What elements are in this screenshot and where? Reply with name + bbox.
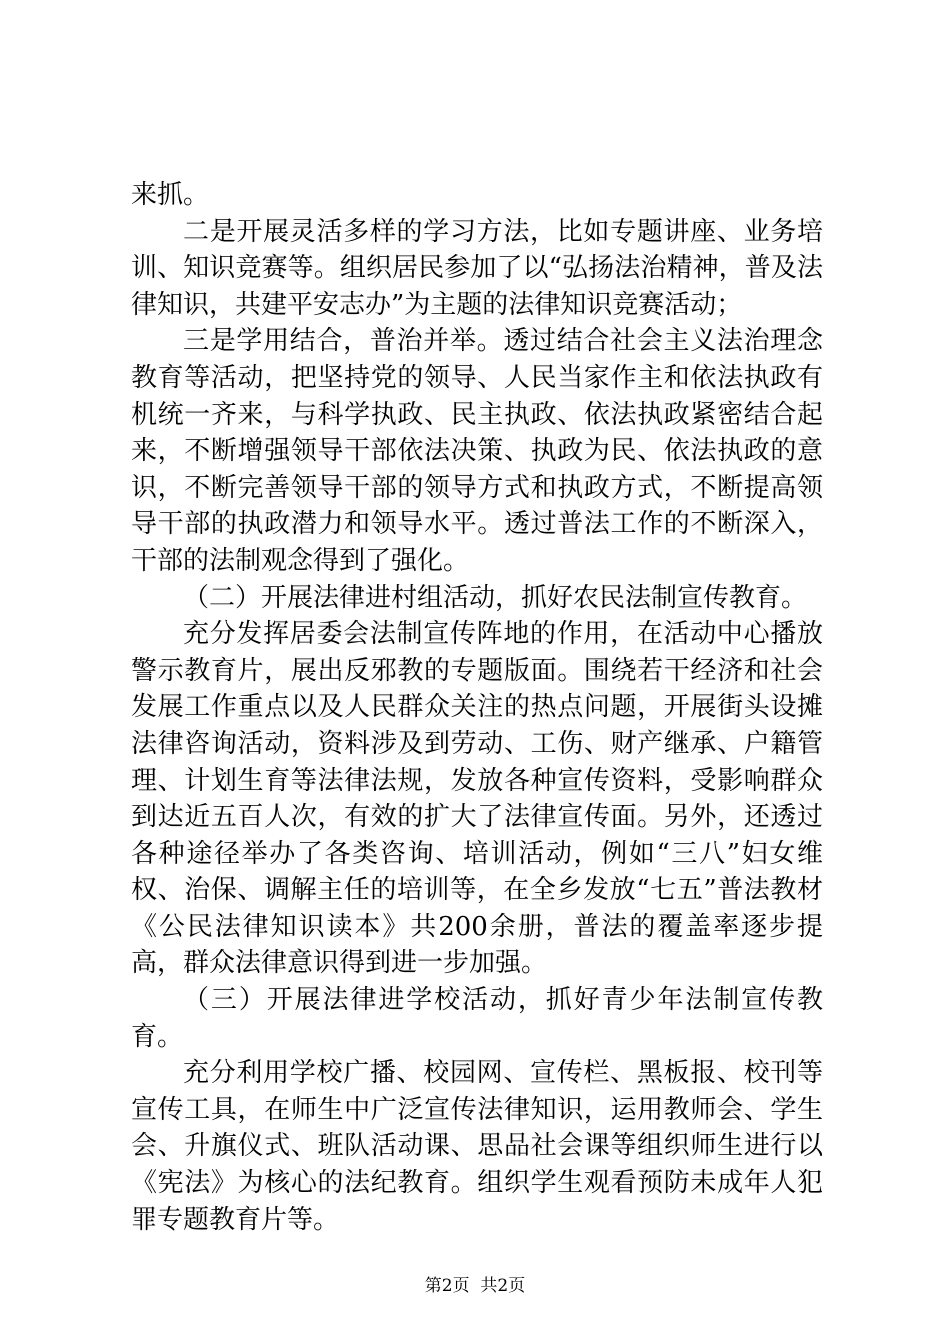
paragraph-schools: 充分利用学校广播、校园网、宣传栏、黑板报、校刊等宣传工具，在师生中广泛宣传法律知识，运用教师会、学生会、升旗仪式、班队活动课、思品社会课等组织师生进行以《宪法》为核心的法纪教育。组织学生观看预防未成年人犯罪专题教育片等。 bbox=[131, 1058, 823, 1235]
section-heading-villages: （二）开展法律进村组活动，抓好农民法制宣传教育。 bbox=[183, 582, 808, 613]
page-number-footer: 第2页 共2页 bbox=[424, 1276, 526, 1296]
paragraph-continuation: 来抓。 bbox=[131, 180, 210, 210]
paragraph-villages: 充分发挥居委会法制宣传阵地的作用，在活动中心播放警示教育片，展出反邪教的专题版面。围绕若干经济和社会发展工作重点以及人民群众关注的热点问题，开展街头设摊法律咨询活动，资料涉及到劳动、工伤、财产继承、户籍管理、计划生育等法律法规，发放各种宣传资料，受影响群众到达近五百人次，有效的扩大了法律宣传面。另外，还透过各种途径举办了各类咨询、培训活动，例如“三八”妇女维权、治保、调解主任的培训等，在全乡发放“七五”普法教材《公民法律知识读本》共200余册，普法的覆盖率逐步提高，群众法律意识得到进一步加强。 bbox=[131, 619, 823, 979]
document-body bbox=[131, 177, 823, 1238]
section-heading-schools: （三）开展法律进学校活动，抓好青少年法制宣传教育。 bbox=[131, 985, 823, 1052]
paragraph-study-and-practice: 三是学用结合，普治并举。透过结合社会主义法治理念教育等活动，把坚持党的领导、人民当家作主和依法执政有机统一齐来，与科学执政、民主执政、依法执政紧密结合起来，不断增强领导干部依法决策、执政为民、依法执政的意识，不断完善领导干部的领导方式和执政方式，不断提高领导干部的执政潜力和领导水平。透过普法工作的不断深入，干部的法制观念得到了强化。 bbox=[131, 326, 823, 576]
paragraph-study-methods: 二是开展灵活多样的学习方法，比如专题讲座、业务培训、知识竞赛等。组织居民参加了以“弘扬法治精神，普及法律知识，共建平安志办”为主题的法律知识竞赛活动； bbox=[131, 216, 823, 320]
